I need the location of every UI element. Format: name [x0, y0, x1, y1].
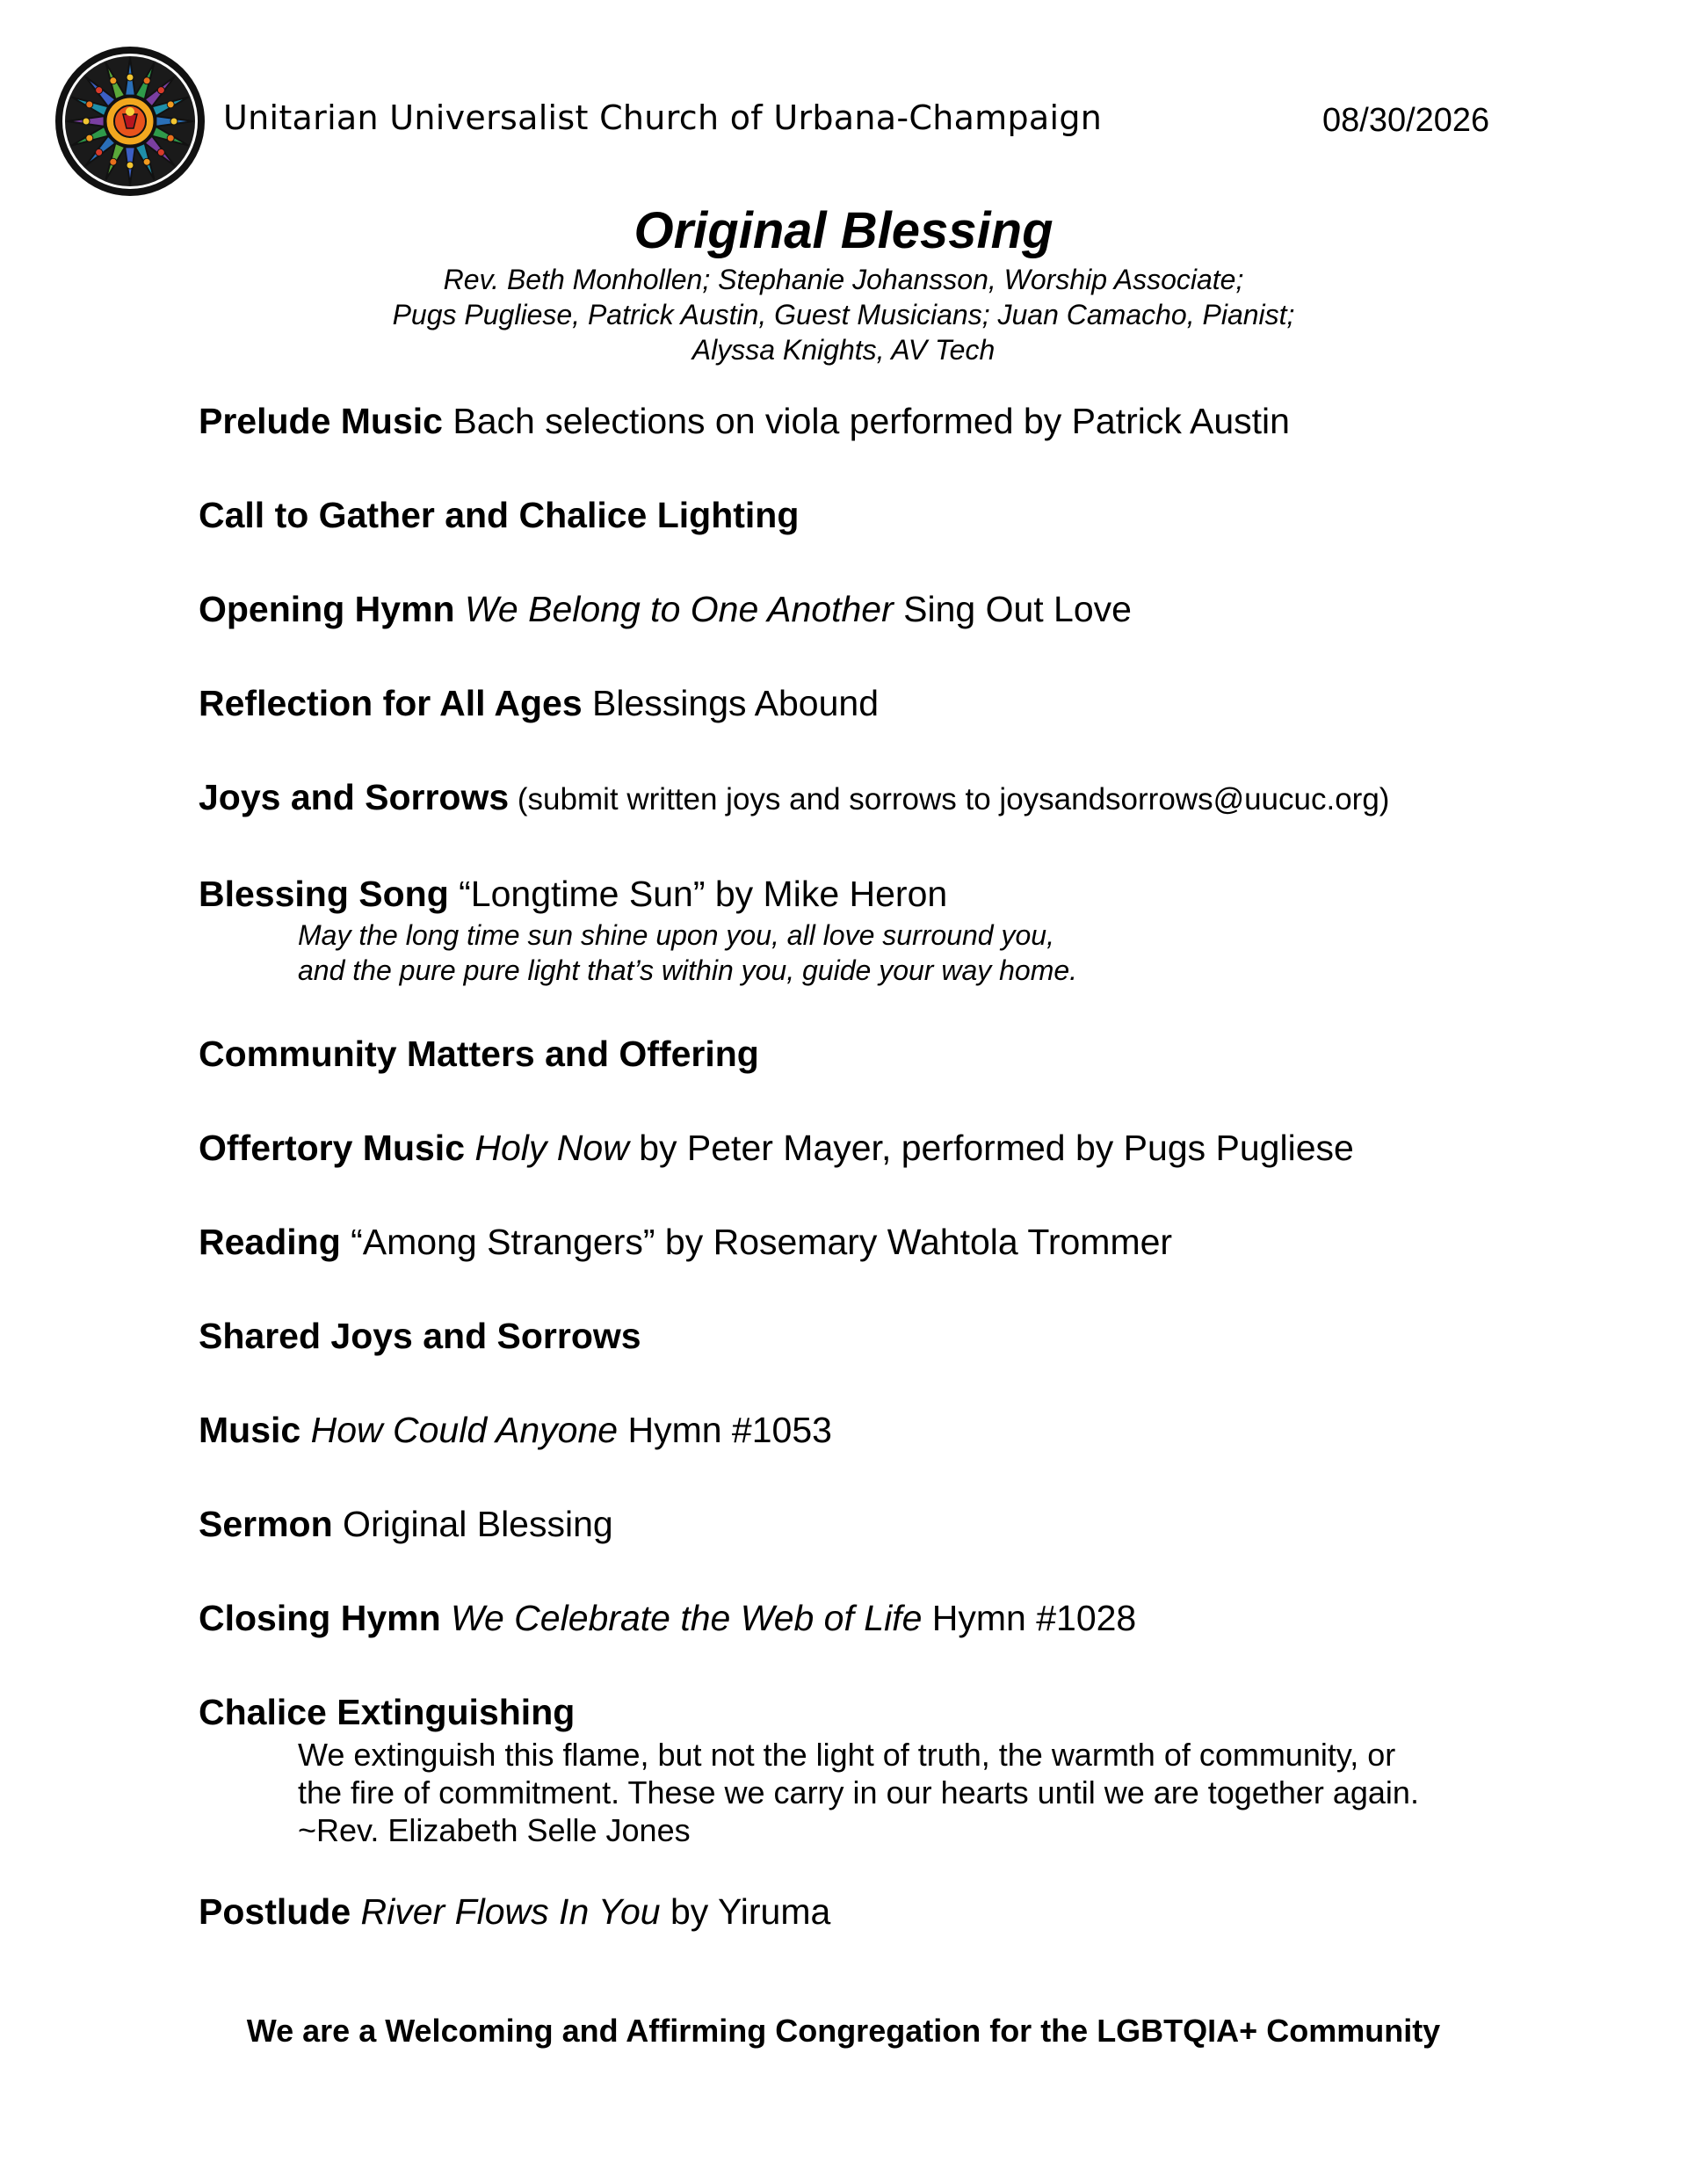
- order-item-sermon: [199, 1500, 1569, 1548]
- item-text: Sing Out Love: [893, 589, 1132, 629]
- item-label: Chalice Extinguishing: [199, 1692, 576, 1732]
- order-item-community-matters: [199, 1030, 1569, 1077]
- order-item-offertory: [199, 1124, 1569, 1172]
- order-item-postlude: [199, 1888, 1569, 1935]
- item-text: Bach selections on viola performed by Patrick Austin: [442, 401, 1290, 441]
- order-item-closing-hymn: [199, 1594, 1569, 1642]
- item-text: Original Blessing: [332, 1504, 613, 1544]
- order-item-blessing-song: [199, 870, 1569, 988]
- item-label: Postlude: [199, 1891, 351, 1932]
- page-header: [0, 0, 1687, 211]
- service-credits: [0, 262, 1687, 367]
- item-label: Reflection for All Ages: [199, 683, 583, 723]
- order-item-reading: [199, 1218, 1569, 1266]
- item-label: Sermon: [199, 1504, 333, 1544]
- order-item-joys-and-sorrows: [199, 773, 1569, 824]
- item-label: Offertory Music: [199, 1128, 465, 1168]
- order-of-service: [199, 397, 1569, 1982]
- welcoming-statement: We are a Welcoming and Affirming Congregation for the LGBTQIA+ Community: [246, 2013, 1441, 2049]
- item-title: Holy Now: [465, 1128, 629, 1168]
- item-text: by Peter Mayer, performed by Pugs Pugliese: [628, 1128, 1354, 1168]
- item-text: Blessings Abound: [582, 683, 879, 723]
- item-title: We Belong to One Another: [454, 589, 894, 629]
- item-title: How Could Anyone: [300, 1410, 619, 1450]
- service-title-block: [0, 200, 1687, 367]
- item-title: River Flows In You: [351, 1891, 661, 1932]
- credits-line: Alyssa Knights, AV Tech: [691, 334, 996, 366]
- item-text: “Among Strangers” by Rosemary Wahtola Trommer: [340, 1222, 1173, 1262]
- item-text: by Yiruma: [660, 1891, 831, 1932]
- item-label: Blessing Song: [199, 874, 449, 914]
- item-label: Call to Gather and Chalice Lighting: [199, 495, 800, 535]
- order-item-opening-hymn: [199, 585, 1569, 633]
- item-label: Music: [199, 1410, 301, 1450]
- item-text: (submit written joys and sorrows to joysandsorrows@uucuc.org): [509, 782, 1390, 816]
- item-label: Opening Hymn: [199, 589, 455, 629]
- item-label: Shared Joys and Sorrows: [199, 1316, 641, 1356]
- item-label: Closing Hymn: [199, 1598, 441, 1638]
- lyrics-line: and the pure pure light that’s within you, guide your way home.: [298, 954, 1078, 986]
- order-item-prelude: [199, 397, 1569, 445]
- item-text: “Longtime Sun” by Mike Heron: [448, 874, 948, 914]
- credits-line: Rev. Beth Monhollen; Stephanie Johansson, Worship Associate;: [443, 264, 1244, 295]
- church-name: Unitarian Universalist Church of Urbana-Champaign: [223, 98, 1103, 137]
- item-text: Hymn #1028: [922, 1598, 1137, 1638]
- order-item-reflection: [199, 679, 1569, 727]
- item-label: Prelude Music: [199, 401, 443, 441]
- item-label: Community Matters and Offering: [199, 1034, 759, 1074]
- item-label: Joys and Sorrows: [199, 777, 510, 817]
- order-item-music: [199, 1406, 1569, 1454]
- credits-line: Pugs Pugliese, Patrick Austin, Guest Musicians; Juan Camacho, Pianist;: [392, 299, 1295, 330]
- quote-line: We extinguish this flame, but not the light of truth, the warmth of community, or: [298, 1737, 1396, 1773]
- lyrics-line: May the long time sun shine upon you, all love surround you,: [298, 919, 1054, 951]
- item-title: We Celebrate the Web of Life: [440, 1598, 923, 1638]
- stained-glass-chalice-logo-icon: [53, 44, 207, 199]
- order-item-chalice-extinguishing: [199, 1688, 1569, 1849]
- order-item-call-to-gather: [199, 491, 1569, 539]
- quote-attribution: ~Rev. Elizabeth Selle Jones: [298, 1812, 691, 1848]
- item-text: Hymn #1053: [618, 1410, 832, 1450]
- item-label: Reading: [199, 1222, 341, 1262]
- service-date: 08/30/2026: [1322, 102, 1490, 139]
- quote-line: the fire of commitment. These we carry in our hearts until we are together again.: [298, 1774, 1419, 1810]
- order-item-shared-joys: [199, 1312, 1569, 1360]
- service-title: Original Blessing: [634, 202, 1053, 259]
